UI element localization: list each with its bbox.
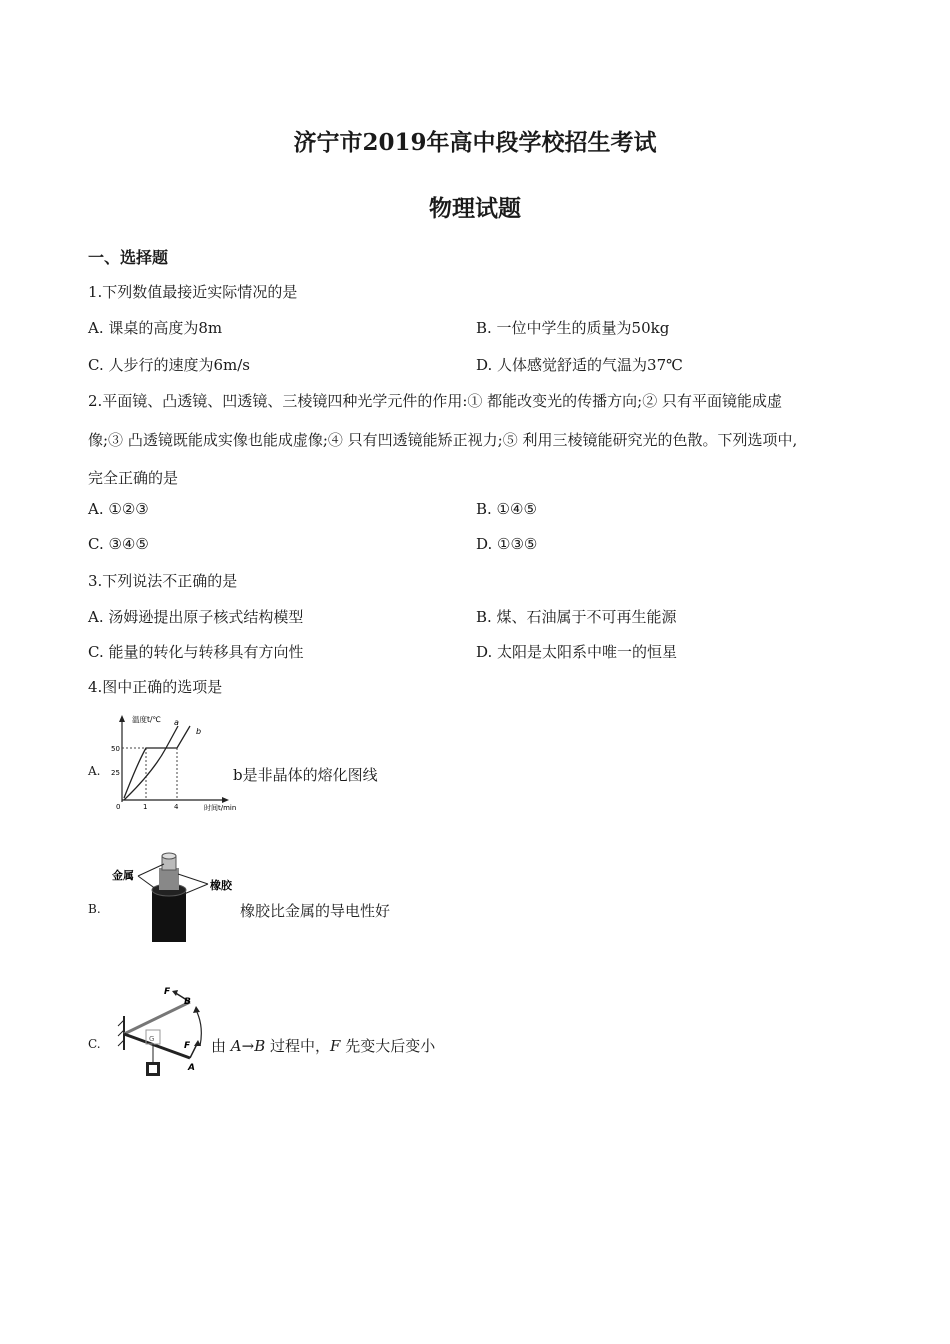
point-a-label: A bbox=[188, 1063, 195, 1073]
x-tick-4: 4 bbox=[174, 803, 179, 811]
curve-b-label: b bbox=[196, 727, 202, 736]
q1-stem: 1.下列数值最接近实际情况的是 bbox=[88, 283, 298, 301]
section-heading: 一、选择题 bbox=[88, 248, 169, 267]
q3-option-a: A. 汤姆逊提出原子核式结构模型 bbox=[88, 608, 304, 626]
lever-position-b bbox=[124, 1002, 190, 1034]
x-axis-arrow bbox=[222, 797, 229, 803]
metal-label: 金属 bbox=[112, 869, 134, 882]
force-label-b: F bbox=[164, 987, 171, 997]
rotation-arc bbox=[196, 1010, 201, 1046]
c-text-b: B bbox=[254, 1037, 266, 1055]
c-text-mid: 过程中， bbox=[265, 1037, 331, 1055]
exam-title: 济宁市2019年高中段学校招生考试 bbox=[293, 129, 657, 156]
exam-subtitle: 物理试题 bbox=[429, 195, 521, 222]
melting-graph-figure bbox=[108, 712, 237, 812]
q4-option-b-text: 橡胶比金属的导电性好 bbox=[240, 902, 391, 920]
c-text-pre: 由 bbox=[211, 1037, 231, 1055]
q1-option-c: C. 人步行的速度为6m/s bbox=[88, 356, 250, 374]
q1-option-a: A. 课桌的高度为8m bbox=[88, 319, 223, 337]
rotation-arrowhead bbox=[193, 1006, 200, 1013]
weight-inner bbox=[149, 1065, 157, 1073]
curve-a bbox=[124, 726, 178, 800]
lever-position-a bbox=[124, 1034, 190, 1058]
q3-option-c: C. 能量的转化与转移具有方向性 bbox=[88, 643, 304, 661]
weight-g-label: G bbox=[149, 1035, 155, 1043]
x-axis-label: 时间t/min bbox=[204, 804, 237, 812]
q1-option-b: B. 一位中学生的质量为50kg bbox=[476, 319, 670, 337]
rubber-label: 橡胶 bbox=[210, 879, 232, 892]
q3-stem: 3.下列说法不正确的是 bbox=[88, 572, 238, 590]
cable-rubber-sheath bbox=[152, 890, 186, 942]
y-axis-arrow bbox=[119, 715, 125, 722]
q1-option-d: D. 人体感觉舒适的气温为37℃ bbox=[476, 356, 683, 374]
q4-option-b-label: B. bbox=[88, 902, 101, 916]
q2-option-b: B. ①④⑤ bbox=[476, 500, 537, 518]
force-b-arrowhead bbox=[172, 990, 178, 996]
x-tick-1: 1 bbox=[143, 803, 148, 811]
metal-pointer-2 bbox=[138, 876, 160, 892]
cable-core-top bbox=[162, 853, 176, 859]
q4-option-c-label: C. bbox=[88, 1037, 101, 1051]
q4-option-a-label: A. bbox=[88, 764, 101, 778]
force-label-a: F bbox=[184, 1041, 191, 1051]
q4-option-a-text: b是非晶体的熔化图线 bbox=[233, 766, 378, 784]
q3-option-d: D. 太阳是太阳系中唯一的恒星 bbox=[476, 643, 678, 661]
q2-stem-line2: 像;③ 凸透镜既能成实像也能成虚像;④ 只有凹透镜能矫正视力;⑤ 利用三棱镜能研究光的色散。下列选项中, bbox=[88, 431, 798, 449]
q3-option-b: B. 煤、石油属于不可再生能源 bbox=[476, 608, 677, 626]
q4-stem: 4.图中正确的选项是 bbox=[88, 678, 223, 696]
q2-option-c: C. ③④⑤ bbox=[88, 535, 149, 553]
curve-a-label: a bbox=[174, 718, 179, 727]
q4-option-c-text bbox=[211, 1035, 435, 1056]
q2-stem-line3: 完全正确的是 bbox=[88, 469, 179, 487]
cable-inner-insulation bbox=[159, 868, 179, 890]
y-axis-label: 温度t/℃ bbox=[132, 715, 161, 724]
cable-figure bbox=[110, 848, 240, 946]
q2-option-d: D. ①③⑤ bbox=[476, 535, 538, 553]
lever-figure bbox=[112, 982, 212, 1082]
q2-stem-line1: 2.平面镜、凸透镜、凹透镜、三棱镜四种光学元件的作用:① 都能改变光的传播方向;② 只有平面镜能成虚 bbox=[88, 392, 782, 410]
y-tick-50: 50 bbox=[111, 745, 120, 753]
q2-option-a: A. ①②③ bbox=[88, 500, 149, 518]
c-text-arrow: → bbox=[241, 1037, 255, 1055]
c-text-post: 先变大后变小 bbox=[340, 1037, 436, 1055]
c-text-f: F bbox=[330, 1037, 341, 1055]
origin-label: 0 bbox=[116, 803, 121, 811]
rubber-pointer-2 bbox=[184, 884, 208, 894]
rubber-pointer-1 bbox=[178, 874, 208, 884]
point-b-label: B bbox=[184, 997, 191, 1007]
c-text-a: A bbox=[230, 1037, 242, 1055]
y-tick-25: 25 bbox=[111, 769, 120, 777]
